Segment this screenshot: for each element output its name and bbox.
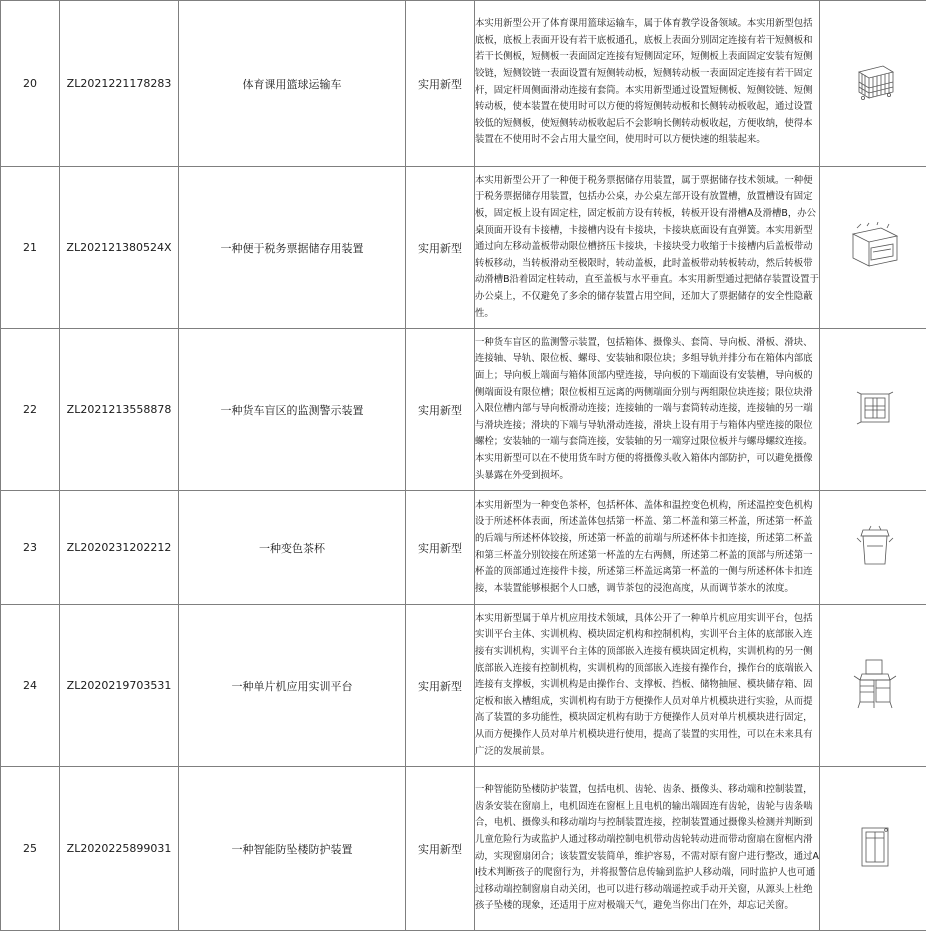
table-row bbox=[1, 329, 926, 491]
patent-id: ZL2021221178283 bbox=[60, 1, 179, 167]
row-number: 23 bbox=[1, 491, 60, 605]
table-row bbox=[1, 167, 926, 329]
patent-abstract bbox=[475, 767, 820, 931]
table-row bbox=[1, 1, 926, 167]
patent-drawing-cell bbox=[820, 329, 926, 491]
training-platform-drawing-icon bbox=[852, 656, 898, 712]
patent-id: ZL2020231202212 bbox=[60, 491, 179, 605]
patent-id: ZL2020219703531 bbox=[60, 605, 179, 767]
patent-id: ZL2020225899031 bbox=[60, 767, 179, 931]
patent-abstract-text: 一种货车盲区的监测警示装置，包括箱体、摄像头、套筒、导向板、滑板、滑块、连接轴、导轨、限位板、螺母、安装轴和限位块；多组导轨并排分布在箱体内部底面上；导向板上端面与箱体顶部内壁连接，导向板的下端面设有安装槽，导向板的侧端面设有限位槽；限位板相互远离的两侧端面分别与两组限位块连接；限位块滑入限位槽内部与导向板滑动连接；连接轴的一端与套筒转动连接，连接轴的另一端与滑块连接；滑块的下端与导轨滑动连接，滑块上设有用于与箱体内壁连接的限位螺栓；安装轴的一端与套筒连接，安装轴的另一端穿过限位板并与螺母螺纹连接。本实用新型可以在不使用货车时方便的将摄像头收入箱体内部防护，可以避免摄像头暴露在外受到损坏。 bbox=[475, 335, 819, 484]
patent-drawing-cell bbox=[820, 1, 926, 167]
patent-abstract bbox=[475, 491, 820, 605]
patent-drawing-cell bbox=[820, 167, 926, 329]
patent-abstract bbox=[475, 329, 820, 491]
basket-cart-drawing-icon bbox=[851, 62, 899, 102]
patent-abstract bbox=[475, 1, 820, 167]
patent-drawing-cell bbox=[820, 767, 926, 931]
patent-title: 一种智能防坠楼防护装置 bbox=[179, 767, 406, 931]
patent-type: 实用新型 bbox=[406, 605, 475, 767]
patent-abstract-text: 本实用新型属于单片机应用技术领域，具体公开了一种单片机应用实训平台，包括实训平台主体、实训机构、模块固定机构和控制机构，实训平台主体的底部嵌入连接有实训机构，实训平台主体的顶部嵌入连接有模块固定机构，实训机构的另一侧底部嵌入连接有控制机构，实训机构的顶部嵌入连接有操作台，操作台的底端嵌入连接有支撑板，实训机构是由操作台、支撑板、挡板、储物抽屉、模块储存箱、固定板和嵌入槽组成，实训机构有助于方便操作人员对单片机模块进行实验，从而提高了装置的多功能性，模块固定机构有助于方便操作人员对单片机模块进行固定，从而方便操作人员对单片机模块进行使用，提高了装置的实用性，可以在未来具有广泛的发展前景。 bbox=[475, 611, 819, 760]
table-row bbox=[1, 605, 926, 767]
window-guard-drawing-icon bbox=[858, 824, 892, 870]
patent-type: 实用新型 bbox=[406, 491, 475, 605]
patent-id: ZL2021213558878 bbox=[60, 329, 179, 491]
patent-title: 一种变色茶杯 bbox=[179, 491, 406, 605]
patent-abstract-text: 本实用新型公开了一种便于税务票据储存用装置，属于票据储存技术领域。一种便于税务票据储存用装置，包括办公桌，办公桌左部开设有放置槽，放置槽设有固定板，固定板上设有固定柱，固定板前方设有转板，转板开设有滑槽A及滑槽B，办公桌顶面开设有卡接槽，卡接槽内设有卡接块，卡接块底面设有直弹簧。本实用新型通过向左移动盖板带动限位槽挤压卡接块，卡接块受力收缩于卡接槽内后盖板带动转板移动，当转板滑动至极限时，转动盖板，此时盖板带动转板转动，然后转板带动滑槽B沿着固定柱转动，直至盖板与水平垂直。本实用新型通过把储存装置设置于办公桌上，不仅避免了多余的储存装置占用空间，还加大了票据储存的安全性隐蔽性。 bbox=[475, 173, 819, 322]
patent-drawing-cell bbox=[820, 491, 926, 605]
patent-type: 实用新型 bbox=[406, 329, 475, 491]
row-number: 25 bbox=[1, 767, 60, 931]
row-number: 20 bbox=[1, 1, 60, 167]
truck-monitor-drawing-icon bbox=[853, 388, 897, 428]
patent-abstract bbox=[475, 605, 820, 767]
patent-title: 一种货车盲区的监测警示装置 bbox=[179, 329, 406, 491]
color-cup-drawing-icon bbox=[855, 524, 895, 568]
patent-type: 实用新型 bbox=[406, 1, 475, 167]
patent-type: 实用新型 bbox=[406, 167, 475, 329]
row-number: 22 bbox=[1, 329, 60, 491]
patent-title: 一种单片机应用实训平台 bbox=[179, 605, 406, 767]
patent-abstract-text: 本实用新型为一种变色茶杯，包括杯体、盖体和温控变色机构，所述温控变色机构设于所述杯体表面，所述盖体包括第一杯盖、第二杯盖和第三杯盖，所述第一杯盖的后端与所述杯体铰接，所述第一杯盖的前端与所述杯体卡扣连接，所述第二杯盖和第三杯盖分别铰接在所述第一杯盖的左右两侧，所述第二杯盖的顶部与所述第一杯盖的顶部通过连接件卡接，所述第三杯盖远离第一杯盖的一侧与所述杯体卡扣连接，本装置能够根据个人口感，调节茶包的浸泡高度，从而调节茶水的浓度。 bbox=[475, 498, 819, 598]
patent-abstract-text: 一种智能防坠楼防护装置，包括电机、齿轮、齿条、摄像头、移动端和控制装置，齿条安装在窗扇上，电机固连在窗框上且电机的输出端固连有齿轮，齿轮与齿条啮合，电机、摄像头和移动端均与控制装置连接，控制装置通过摄像头检测并判断到儿童危险行为或监护人通过移动端控制电机带动齿轮转动进而带动窗扇在窗框内滑动，实现窗扇闭合；该装置安装简单，维护容易，不需对原有窗户进行整改，通过AI技术判断孩子的爬窗行为，并将报警信息传输到监护人移动端，同时监护人也可通过移动端控制窗扇自动关闭，也可以进行移动端遥控或手动开关窗，从源头上杜绝孩子坠楼的现象，还适用于应对极端天气，避免当你出门在外，却忘记关窗。 bbox=[475, 782, 819, 915]
patent-title: 一种便于税务票据储存用装置 bbox=[179, 167, 406, 329]
patent-abstract bbox=[475, 167, 820, 329]
table-row bbox=[1, 491, 926, 605]
tax-receipt-storage-drawing-icon bbox=[847, 222, 903, 270]
patent-title: 体育课用篮球运输车 bbox=[179, 1, 406, 167]
patent-abstract-text: 本实用新型公开了体育课用篮球运输车，属于体育教学设备领域。本实用新型包括底板，底板上表面开设有若干底板通孔，底板上表面分别固定连接有若干短侧板和若干长侧板，短侧板一表面固定连接有短侧固定环，短侧板上表面固定安装有短侧铰链，短侧铰链一表面设置有短侧转动板，短侧转动板一表面固定连接有若干固定杆，固定杆周侧面滑动连接有套筒。本实用新型通过设置短侧板、短侧铰链、短侧转动板，使本装置在使用时可以方便的将短侧转动板和长侧转动板收起，通过设置较低的短侧板，使短侧转动板收起后不会影响长侧转动板收起，方便收纳，使得本装置在不使用时不会占用大量空间，使用时可以方便快速的组装起来。 bbox=[475, 16, 819, 149]
row-number: 21 bbox=[1, 167, 60, 329]
patent-type: 实用新型 bbox=[406, 767, 475, 931]
table-row bbox=[1, 767, 926, 931]
patent-id: ZL202121380524X bbox=[60, 167, 179, 329]
patent-drawing-cell bbox=[820, 605, 926, 767]
row-number: 24 bbox=[1, 605, 60, 767]
